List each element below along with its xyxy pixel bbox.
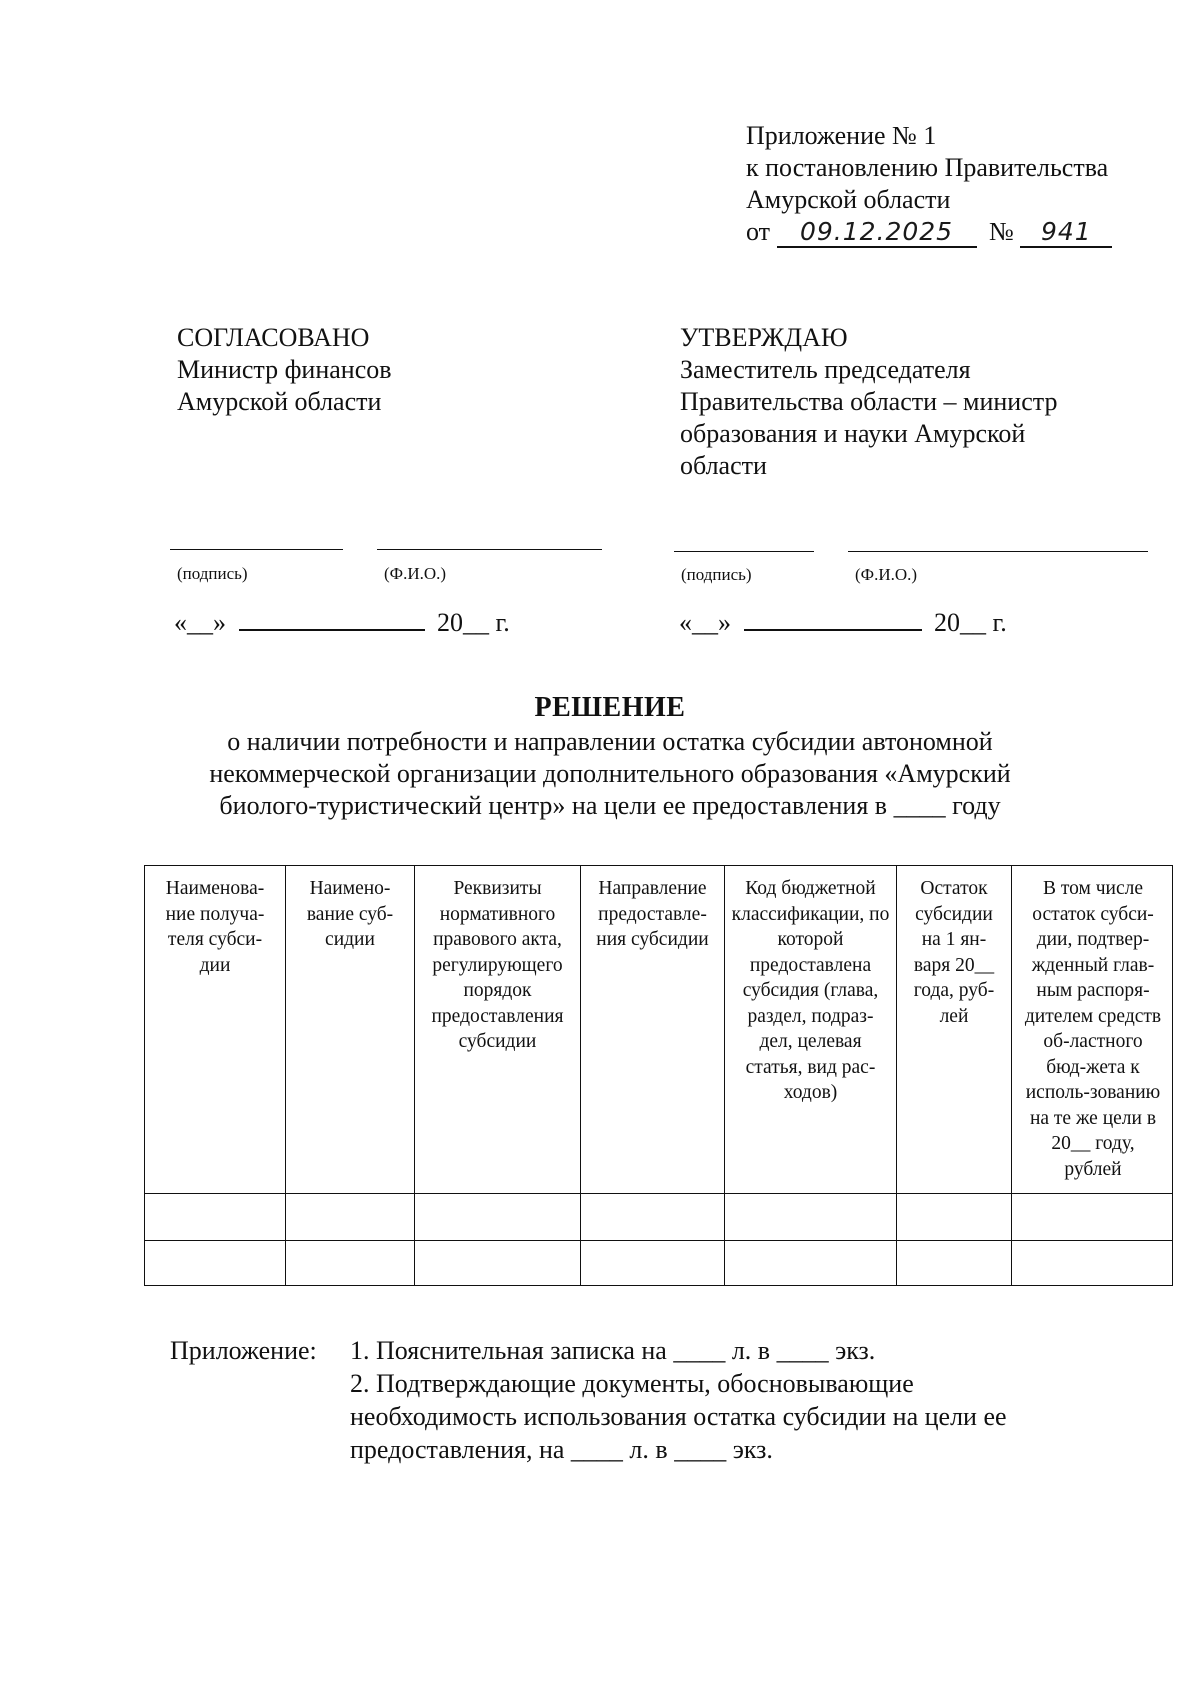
approved-line-2: Правительства области – министр: [680, 387, 1058, 416]
approved-date-row: [679, 608, 1007, 638]
attachment-item-1: 1. Пояснительная записка на ____ л. в ____ экз.: [350, 1336, 876, 1365]
decision-subtitle-line-3: биолого-туристический центр» на цели ее предоставления в ____ году: [219, 791, 1001, 820]
table-row: [145, 1241, 1173, 1286]
attachments-label: Приложение:: [170, 1336, 317, 1365]
agreed-block: [177, 322, 597, 418]
header-legal-act: Реквизиты нормативного правового акта, регулирующего порядок предоставления субсидии: [415, 866, 581, 1194]
approved-line-3: образования и науки Амурской: [680, 419, 1026, 448]
table-cell[interactable]: [581, 1194, 725, 1241]
appendix-line-2: к постановлению Правительства: [746, 153, 1109, 182]
decision-title-block: [180, 690, 1040, 822]
appendix-line-3: Амурской области: [746, 185, 951, 214]
header-balance-jan: Остаток субсидии на 1 ян-варя 20__ года, руб-лей: [897, 866, 1012, 1194]
agreed-heading: СОГЛАСОВАНО: [177, 323, 370, 352]
number-prefix: №: [989, 217, 1014, 246]
table-cell[interactable]: [1012, 1241, 1173, 1286]
agreed-name-caption: (Ф.И.О.): [384, 564, 447, 583]
agreed-line-1: Министр финансов: [177, 355, 392, 384]
approved-heading: УТВЕРЖДАЮ: [680, 323, 848, 352]
table-cell[interactable]: [415, 1241, 581, 1286]
attachment-item-2-line-1: 2. Подтверждающие документы, обосновывающие: [350, 1369, 914, 1398]
table-cell[interactable]: [725, 1194, 897, 1241]
decree-number: 941: [1020, 218, 1112, 248]
attachments-list: [350, 1334, 1150, 1466]
approved-line-1: Заместитель председателя: [680, 355, 971, 384]
agreed-date-month-blank: [239, 629, 425, 631]
table-header-row: [145, 866, 1173, 1194]
decree-date: 09.12.2025: [777, 218, 977, 248]
agreed-line-2: Амурской области: [177, 387, 382, 416]
header-recipient-name: Наименова-ние получа-теля субси-дии: [145, 866, 286, 1194]
approved-name-line: [848, 551, 1148, 552]
header-budget-code: Код бюджетной классификации, по которой предоставлена субсидия (глава, раздел, подраз-дел, целевая статья, вид рас-ходов): [725, 866, 897, 1194]
header-subsidy-name: Наимено-вание суб-сидии: [286, 866, 415, 1194]
approved-date-month-blank: [744, 629, 922, 631]
date-prefix: от: [746, 217, 771, 246]
table-row: [145, 1194, 1173, 1241]
header-confirmed-balance: В том числе остаток субси-дии, подтвер-жденный глав-ным распоря-дителем средств об-ластного бюд-жета к исполь-зованию на те же цели в 20__ году, рублей: [1012, 866, 1173, 1194]
table-cell[interactable]: [897, 1241, 1012, 1286]
agreed-signature-caption: (подпись): [177, 564, 248, 583]
approved-block: [680, 322, 1160, 482]
subsidy-table-container: [144, 865, 1173, 1286]
attachment-item-2-line-2: необходимость использования остатка субсидии на цели ее: [350, 1402, 1007, 1431]
approved-signature-line: [674, 551, 814, 552]
appendix-title: Приложение № 1: [746, 121, 937, 150]
table-cell[interactable]: [581, 1241, 725, 1286]
table-cell[interactable]: [286, 1241, 415, 1286]
attachment-item-2-line-3: предоставления, на ____ л. в ____ экз.: [350, 1435, 773, 1464]
approved-line-4: области: [680, 451, 767, 480]
table-cell[interactable]: [145, 1241, 286, 1286]
table-cell[interactable]: [145, 1194, 286, 1241]
appendix-date-row: [746, 216, 1166, 248]
approved-name-caption: (Ф.И.О.): [855, 565, 918, 584]
approved-date-day: «__»: [679, 608, 731, 637]
approved-date-year: 20__ г.: [934, 608, 1007, 637]
decision-subtitle-line-1: о наличии потребности и направлении остатка субсидии автономной: [227, 727, 993, 756]
table-cell[interactable]: [725, 1241, 897, 1286]
agreed-name-line: [377, 549, 602, 550]
agreed-date-year: 20__ г.: [437, 608, 510, 637]
table-cell[interactable]: [897, 1194, 1012, 1241]
table-cell[interactable]: [286, 1194, 415, 1241]
agreed-signature-line: [170, 549, 343, 550]
subsidy-table: [144, 865, 1173, 1286]
approved-signature-caption: (подпись): [681, 565, 752, 584]
appendix-header: [746, 120, 1166, 248]
table-cell[interactable]: [1012, 1194, 1173, 1241]
decision-subtitle-line-2: некоммерческой организации дополнительного образования «Амурский: [209, 759, 1011, 788]
decision-title: РЕШЕНИЕ: [534, 692, 686, 723]
agreed-date-day: «__»: [174, 608, 226, 637]
header-subsidy-direction: Направление предоставле-ния субсидии: [581, 866, 725, 1194]
agreed-date-row: [174, 608, 510, 638]
table-cell[interactable]: [415, 1194, 581, 1241]
